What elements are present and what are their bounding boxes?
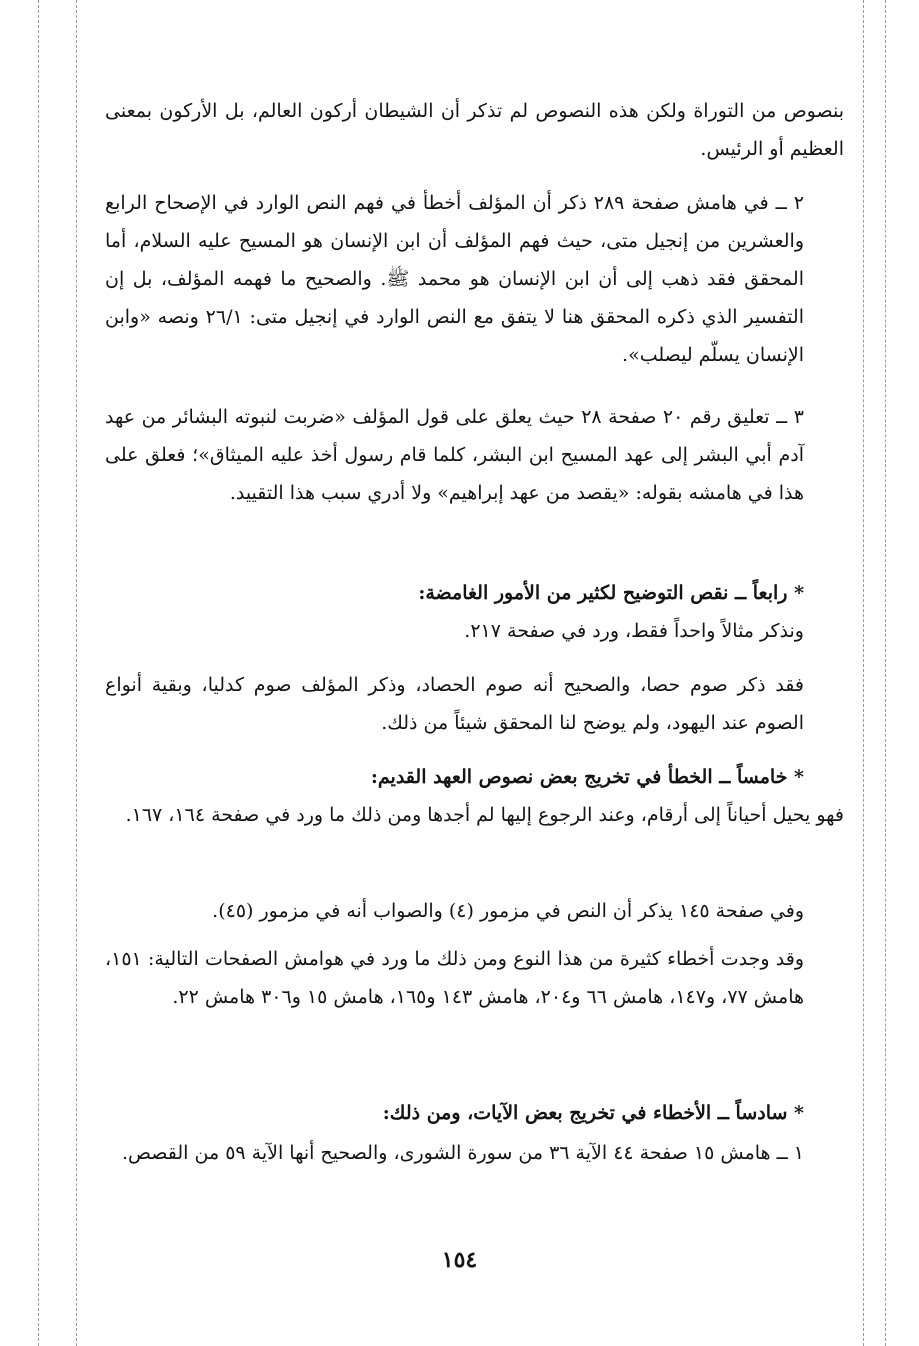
paragraph-note-3: ٣ ــ تعليق رقم ٢٠ صفحة ٢٨ حيث يعلق على قول المؤلف «ضربت لنبوته البشائر من عهد آدم أبي البشر إلى عهد المسيح ابن البشر، كلما قام رسول أخذ عليه الميثاق»؛ فعلق على هذا في هامشه بقوله: «يقصد من عهد إبراهيم» ولا أدري سبب هذا التقييد.: [105, 406, 804, 504]
paragraph-psalm: وفي صفحة ١٤٥ يذكر أن النص في مزمور (٤) والصواب أنه في مزمور (٤٥).: [212, 900, 804, 922]
section-heading-fifth: * خامساً ــ الخطأ في تخريج بعض نصوص العهد القديم:: [370, 766, 804, 788]
margin-guide-left-outer: [38, 0, 39, 1346]
paragraph-note-2: ٢ ــ في هامش صفحة ٢٨٩ ذكر أن المؤلف أخطأ في فهم النص الوارد في الإصحاح الرابع والعشرين من إنجيل متى، حيث فهم المؤلف أن ابن الإنسان هو المسيح عليه السلام، أما المحقق فقد ذهب إلى أن ابن الإنسان هو محمد ﷺ. والصحيح ما فهمه المؤلف، بل إن التفسير الذي ذكره المحقق هنا لا يتفق مع النص الوارد في إنجيل متى: ٢٦/١ ونصه «وابن الإنسان يسلّم ليصلب».: [105, 192, 804, 366]
paragraph-example-intro: ونذكر مثالاً واحداً فقط، ورد في صفحة ٢١٧.: [464, 620, 804, 642]
margin-guide-right-inner: [863, 0, 864, 1346]
paragraph-references: فهو يحيل أحياناً إلى أرقام، وعند الرجوع إليها لم أجدها ومن ذلك ما ورد في صفحة ١٦٤، ١٦٧.: [125, 804, 844, 826]
section-heading-sixth: * سادساً ــ الأخطاء في تخريج بعض الآيات، ومن ذلك:: [382, 1102, 804, 1124]
paragraph-fast-names: فقد ذكر صوم حصا، والصحيح أنه صوم الحصاد، وذكر المؤلف صوم كدليا، وبقية أنواع الصوم عند اليهود، ولم يوضح لنا المحقق شيئاً من ذلك.: [105, 674, 804, 734]
margin-guide-left-inner: [76, 0, 77, 1346]
paragraph-verse-error: ١ ــ هامش ١٥ صفحة ٤٤ الآية ٣٦ من سورة الشورى، والصحيح أنها الآية ٥٩ من القصص.: [121, 1142, 804, 1164]
section-heading-fourth: * رابعاً ــ نقص التوضيح لكثير من الأمور الغامضة:: [418, 582, 804, 604]
paragraph-continuation: بنصوص من التوراة ولكن هذه النصوص لم تذكر أن الشيطان أركون العالم، بل الأركون بمعنى العظيم أو الرئيس.: [105, 100, 844, 160]
margin-guide-right-outer: [885, 0, 886, 1346]
paragraph-many-errors: وقد وجدت أخطاء كثيرة من هذا النوع ومن ذلك ما ورد في هوامش الصفحات التالية: ١٥١، هامش ٧٧، و١٤٧، هامش ٦٦ و٢٠٤، هامش ١٤٣ و١٦٥، هامش ١٥ و٣٠٦ هامش ٢٢.: [105, 948, 804, 1008]
page-number: ١٥٤: [441, 1247, 478, 1273]
